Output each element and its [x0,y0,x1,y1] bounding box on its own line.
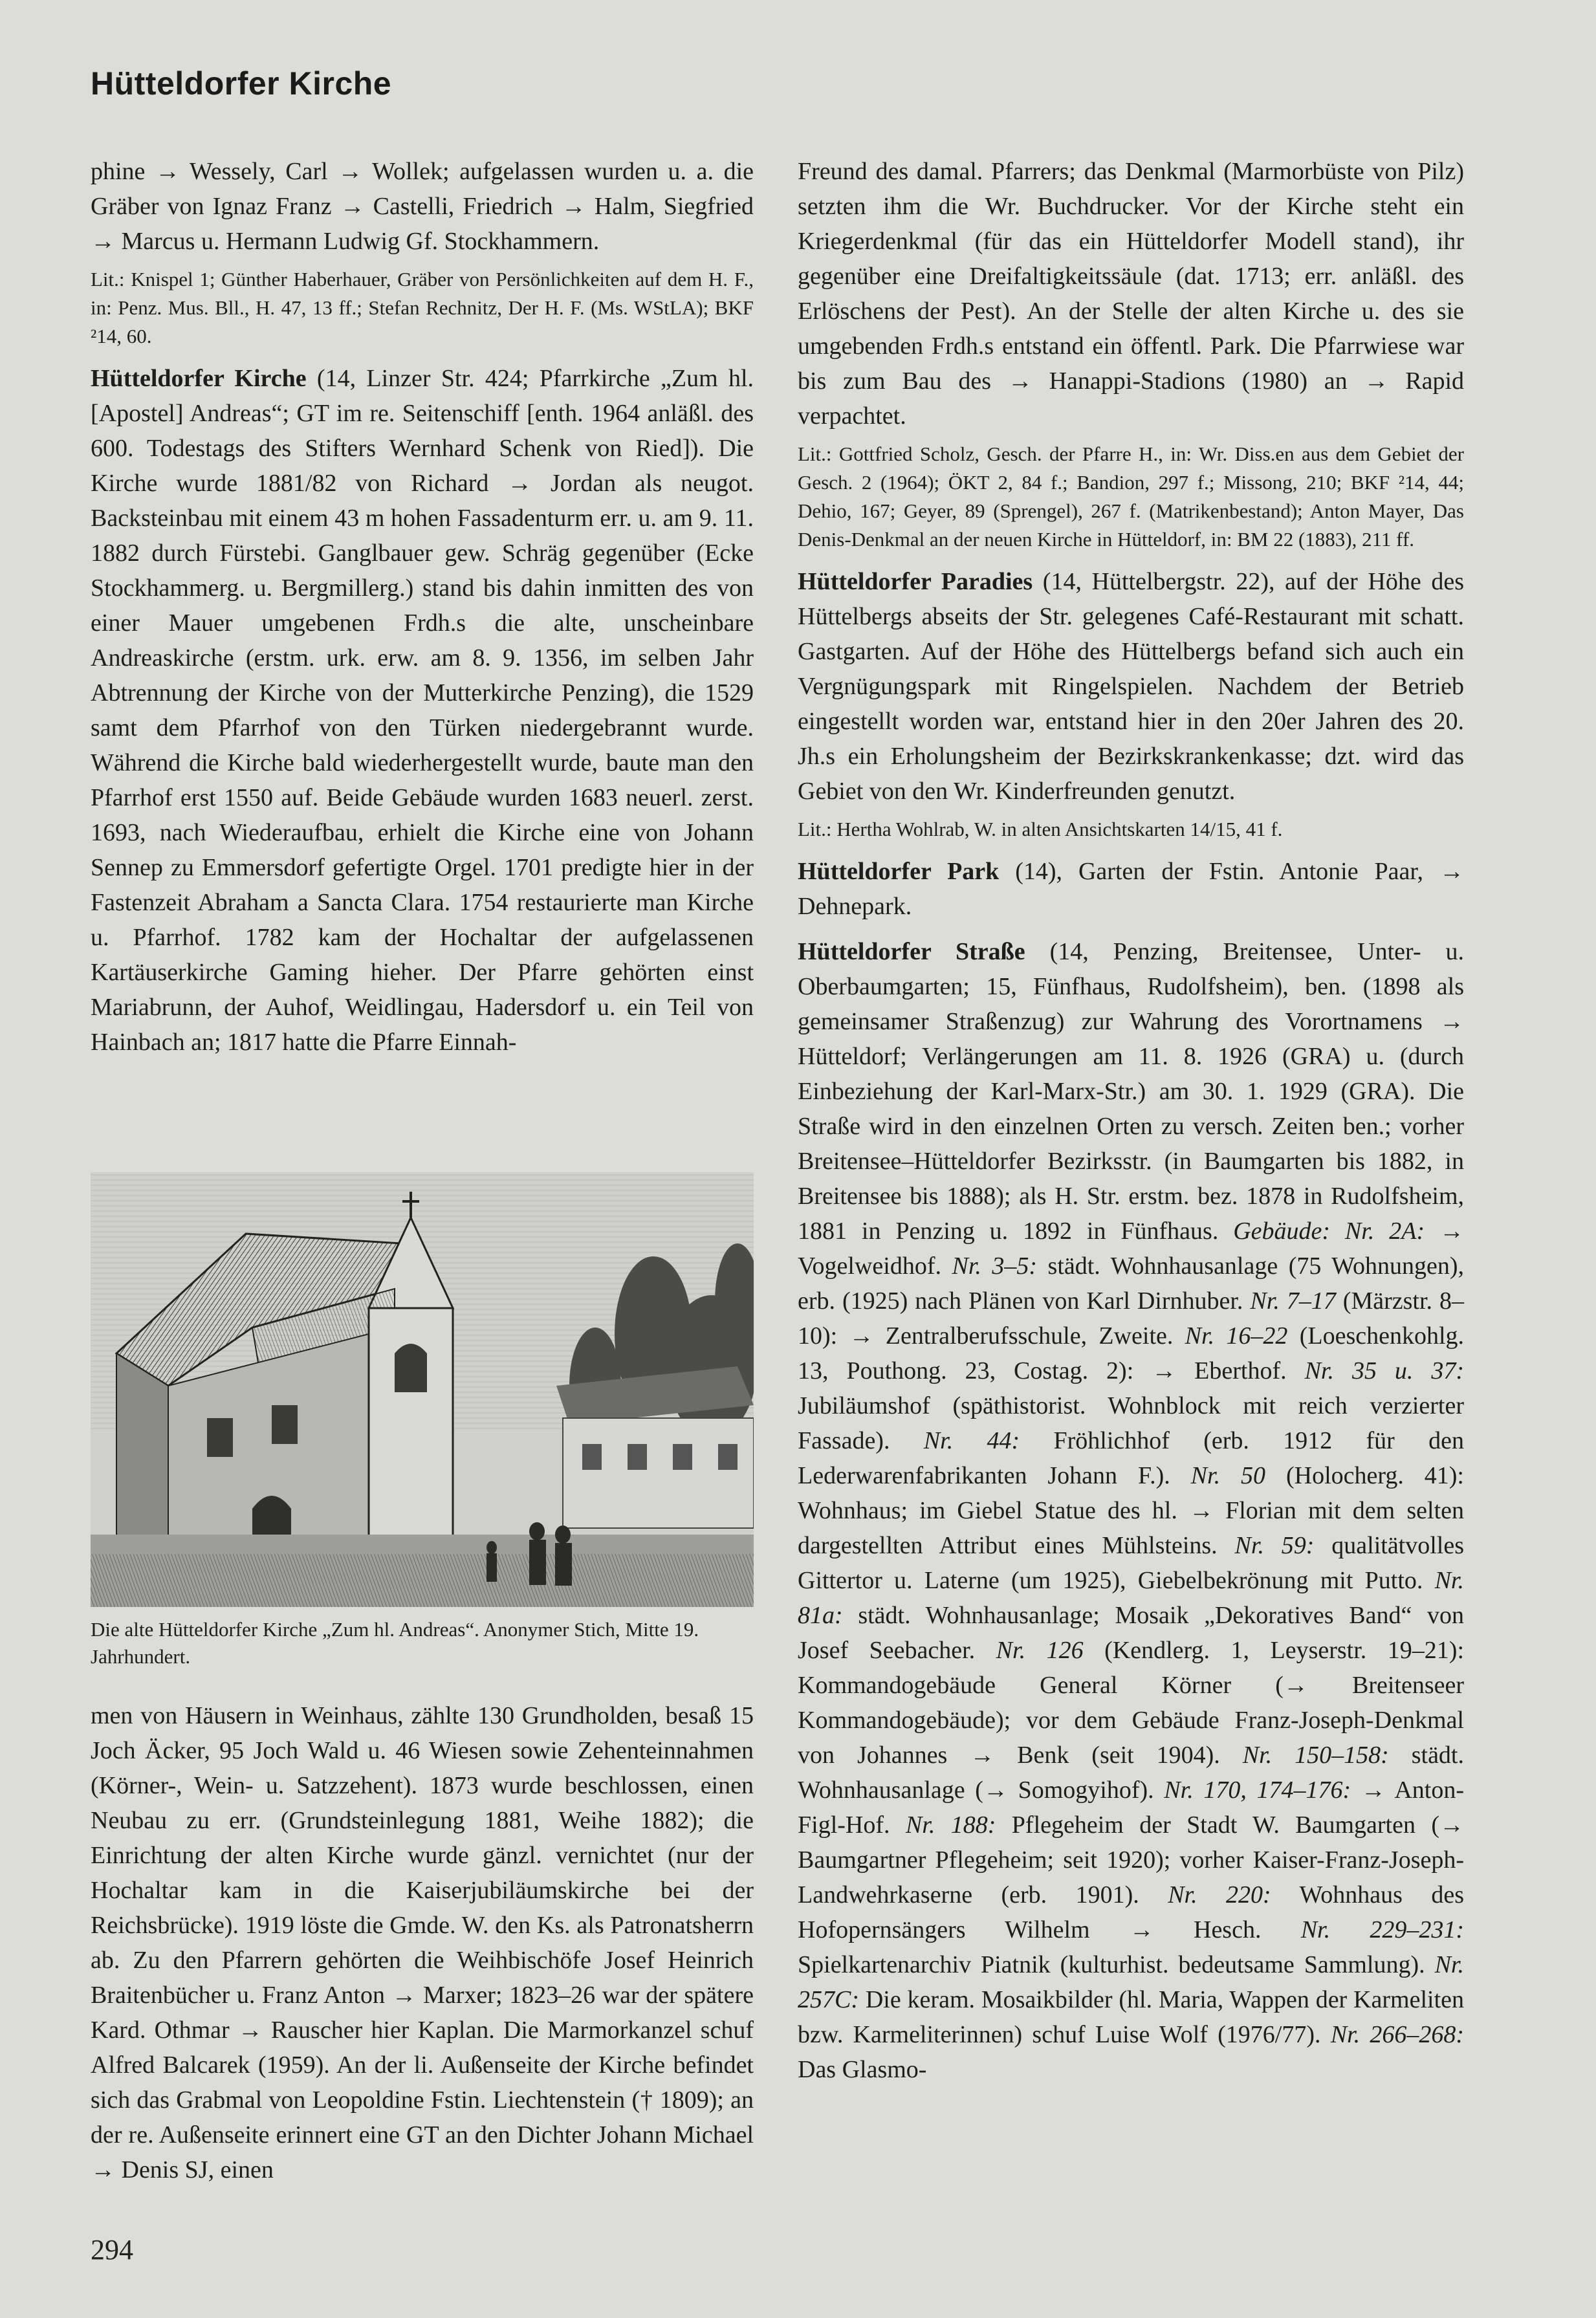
house-number: Nr. 3–5: [952,1252,1038,1280]
left-column-lower [91,1698,754,2187]
entry-text: (14), Garten der Fstin. Antonie Paar, → Dehnepark. [798,858,1464,920]
entry-huetteldorfer-strasse [798,934,1464,2087]
house-number: Nr. 257C: [798,1951,1464,2013]
entry-text: Die keram. Mosaikbilder (hl. Maria, Wappen der Karmeliten bzw. Karmeliterinnen) schuf Luise Wolf (1976/77). [798,1986,1464,2048]
paragraph-continued-lower: men von Häusern in Weinhaus, zählte 130 Grundholden, besaß 15 Joch Äcker, 95 Joch Wald u. 46 Wiesen sowie Zehenteinnahmen (Körner-, Wein- u. Satzzehent). 1873 wurde beschlossen, einen Neubau zu err. (Grundsteinlegung 1881, Weihe 1882); die Einrichtung der alten Kirche wurde gänzl. vernichtet (nur der Hochaltar kam in die Kaiserjubiläumskirche bei der Reichsbrücke). 1919 löste die Gmde. W. den Ks. als Patronatsherrn ab. Zu den Pfarrern gehörten die Weihbischöfe Josef Heinrich Braitenbücher u. Franz Anton → Marxer; 1823–26 war der spätere Kard. Othmar → Rauscher hier Kaplan. Die Marmorkanzel schuf Alfred Balcarek (1959). An der li. Außenseite der Kirche befindet sich das Grabmal von Leopoldine Fstin. Liechtenstein († 1809); an der re. Außenseite erinnert eine GT an den Dichter Johann Michael → Denis SJ, einen [91,1702,754,2183]
figure-old-church [91,1172,754,1670]
engraving-image [91,1172,754,1607]
entry-text: → Anton-Figl-Hof. [798,1777,1464,1839]
literature-note: Lit.: Knispel 1; Günther Haberhauer, Gräber von Persönlichkeiten auf dem H. F., in: Penz. Mus. Bll., H. 47, 13 ff.; Stefan Rechnitz, Der H. F. (Ms. WStLA); BKF ²14, 60. [91,268,754,347]
house-number: Nr. 126 [996,1637,1084,1664]
house-number: Gebäude: Nr. 2A: [1233,1218,1425,1245]
entry-huetteldorfer-paradies [798,564,1464,809]
entry-text: städt. Wohnhausanlage (→ Somogyihof). [798,1742,1464,1804]
house-number: Nr. 81a: [798,1567,1464,1629]
entry-text: Wohnhaus des Hofopernsängers Wilhelm → Hesch. [798,1881,1464,1943]
house-number: Nr. 7–17 [1250,1287,1336,1315]
house-number: Nr. 16–22 [1185,1322,1288,1350]
house-number: Nr. 44: [923,1427,1020,1454]
entry-text: qualitätvolles Gittertor u. Laterne (um 1925), Giebelbekrönung mit Putto. [798,1532,1465,1594]
entry-text: (14, Penzing, Breitensee, Unter- u. Oberbaumgarten; 15, Fünfhaus, Rudolfsheim), ben. (1898 als gemeinsamer Straßenzug) zur Wahrung des Vorortnamens → Hütteldorf; Verlängerungen am 11. 8. 1926 (GRA) u. (durch Einbeziehung der Karl-Marx-Str.) am 30. 1. 1929 (GRA). Die Straße wird in den einzelnen Orten zu versch. Zeiten ben.; vorher Breitensee–Hütteldorfer Bezirksstr. (in Baumgarten bis 1882, in Breitensee bis 1888); als H. Str. erstm. bez. 1878 in Rudolfsheim, 1881 in Penzing u. 1892 in Fünfhaus. [798,938,1464,1245]
entry-text: städt. Wohnhausanlage (75 Wohnungen), erb. (1925) nach Plänen von Karl Dirnhuber. [798,1252,1465,1315]
entry-text: → Vogelweidhof. [798,1218,1465,1280]
house-number: Nr. 50 [1190,1462,1266,1489]
house-number: Nr. 35 u. 37: [1304,1357,1465,1384]
entry-text: (Kendlerg. 1, Leyserstr. 19–21): Kommandogebäude General Körner (→ Breitenseer Kommandogebäude); vor dem Gebäude Franz-Joseph-Denkmal von Johannes → Benk (seit 1904). [798,1637,1465,1769]
right-column [798,154,1464,2087]
figure-caption: Die alte Hütteldorfer Kirche „Zum hl. Andreas“. Anonymer Stich, Mitte 19. Jahrhundert. [91,1618,699,1668]
entry-text: Fröhlichhof (erb. 1912 für den Lederwarenfabrikanten Johann F.). [798,1427,1464,1489]
paragraph-continued: phine → Wessely, Carl → Wollek; aufgelassen wurden u. a. die Gräber von Ignaz Franz → Castelli, Friedrich → Halm, Siegfried → Marcus u. Hermann Ludwig Gf. Stockhammern. [91,158,754,255]
house-number: Nr. 266–268: [1330,2021,1465,2048]
house-number: Nr. 59: [1234,1532,1315,1559]
house-number: Nr. 220: [1168,1881,1271,1908]
lemma: Hütteldorfer Kirche [91,365,307,392]
running-header: Hütteldorfer Kirche [91,65,392,102]
entry-huetteldorfer-park [798,854,1464,924]
entry-text: Spielkartenarchiv Piatnik (kulturhist. bedeutsame Sammlung). [798,1951,1435,1978]
entry-text: Jubiläumshof (späthistorist. Wohnblock mit reich verzierter Fassade). [798,1392,1464,1454]
entry-text: (Märzstr. 8–10): → Zentralberufsschule, Zweite. [798,1287,1465,1350]
lemma: Hütteldorfer Paradies [798,568,1033,595]
house-number: Nr. 150–158: [1242,1742,1389,1769]
literature-note: Lit.: Gottfried Scholz, Gesch. der Pfarre H., in: Wr. Diss.en aus dem Gebiet der Gesch. 2 (1964); ÖKT 2, 84 f.; Bandion, 297 f.; Missong, 210; BKF ²14, 44; Dehio, 167; Geyer, 89 (Sprengel), 267 f. (Matrikenbestand); Anton Mayer, Das Denis-Denkmal an der neuen Kirche in Hütteldorf, in: BM 22 (1883), 211 ff. [798,443,1464,551]
entry-text: (Loeschenkohlg. 13, Pouthong. 23, Costag. 2): → Eberthof. [798,1322,1465,1384]
page-number: 294 [91,2234,133,2266]
entry-text: (Holocherg. 41): Wohnhaus; im Giebel Statue des hl. → Florian mit dem selten dargestellten Attribut eines Mühlsteins. [798,1462,1464,1559]
entry-text: Pflegeheim der Stadt W. Baumgarten (→ Baumgartner Pflegeheim; seit 1920); vorher Kaiser-Franz-Joseph-Landwehrkaserne (erb. 1901). [798,1811,1465,1908]
paragraph-continued: Freund des damal. Pfarrers; das Denkmal (Marmorbüste von Pilz) setzten ihm die Wr. Buchdrucker. Vor der Kirche steht ein Kriegerdenkmal (für das ein Hütteldorfer Modell stand), ihr gegenüber eine Dreifaltigkeitssäule (dat. 1713; err. anläßl. des Erlöschens der Pest). An der Stelle der alten Kirche u. des sie umgebenden Frdh.s entstand ein öffentl. Park. Die Pfarrwiese war bis zum Bau des → Hanappi-Stadions (1980) an → Rapid verpachtet. [798,158,1464,430]
house-number: Nr. 229–231: [1300,1916,1464,1943]
entry-text: Das Glasmo- [798,2056,927,2083]
side-house [556,1366,754,1528]
lemma: Hütteldorfer Straße [798,938,1025,965]
entry-huetteldorfer-kirche [91,361,754,1060]
entry-text: städt. Wohnhausanlage; Mosaik „Dekoratives Band“ von Josef Seebacher. [798,1602,1464,1664]
literature-note: Lit.: Hertha Wohlrab, W. in alten Ansichtskarten 14/15, 41 f. [798,818,1283,840]
left-column [91,154,754,1060]
house-number: Nr. 170, 174–176: [1164,1777,1351,1804]
lemma: Hütteldorfer Park [798,858,1000,885]
house-number: Nr. 188: [905,1811,996,1839]
entry-text: (14, Hüttelbergstr. 22), auf der Höhe des Hüttelbergs abseits der Str. gelegenes Café-Restaurant mit schatt. Gastgarten. Auf der Höhe des Hüttelbergs befand sich auch ein Vergnügungspark mit Ringelspielen. Nachdem der Betrieb eingestellt worden war, entstand hier in den 20er Jahren des 20. Jh.s ein Erholungsheim der Bezirkskrankenkasse; dzt. wird das Gebiet von den Wr. Kinderfreunden genutzt. [798,568,1464,805]
church-wall [116,1353,168,1554]
entry-text: (14, Linzer Str. 424; Pfarrkirche „Zum hl. [Apostel] Andreas“; GT im re. Seitenschiff [enth. 1964 anläßl. des 600. Todestags des Stifters Wernhard Schenk von Ried]). Die Kirche wurde 1881/82 von Richard → Jordan als neugot. Backsteinbau mit einem 43 m hohen Fassadenturm err. u. am 9. 11. 1882 durch Fürstebi. Ganglbauer gew. Schräg gegenüber (Ecke Stockhammerg. u. Bergmillerg.) stand bis dahin inmitten des von einer Mauer umgebenen Frdh.s die alte, unscheinbare Andreaskirche (erstm. urk. erw. am 8. 9. 1356, im selben Jahr Abtrennung der Kirche von der Mutterkirche Penzing), die 1529 samt dem Pfarrhof von den Türken niedergebrannt wurde. Während die Kirche bald wiederhergestellt wurde, baute man den Pfarrhof erst 1550 auf. Beide Gebäude wurden 1683 neuerl. zerst. 1693, nach Wiederaufbau, erhielt die Kirche eine von Johann Sennep zu Emmersdorf gefertigte Orgel. 1701 predigte hier in der Fastenzeit Abraham a Sancta Clara. 1754 restaurierte man Kirche u. Pfarrhof. 1782 kam der Hochaltar der aufgelassenen Kartäuserkirche Gaming hieher. Der Pfarre gehörten einst Mariabrunn, der Auhof, Weidlingau, Hadersdorf u. ein Teil von Hainbach an; 1817 hatte die Pfarre Einnah- [91,365,754,1056]
